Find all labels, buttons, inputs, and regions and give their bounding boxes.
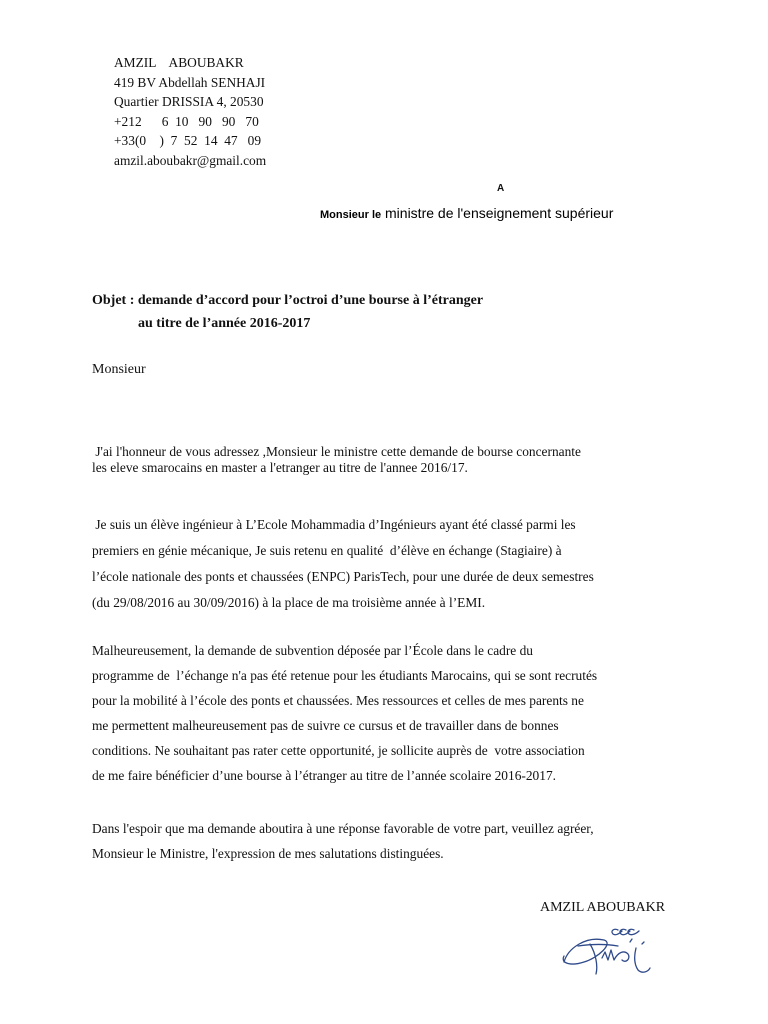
subject-block (92, 289, 483, 335)
paragraph-line: Malheureusement, la demande de subvention déposée par l’École dans le cadre du (92, 643, 533, 658)
paragraph-line: Monsieur le Ministre, l'expression de mes salutations distinguées. (92, 846, 444, 861)
paragraph-line: (du 29/08/2016 au 30/09/2016) à la place de ma troisième année à l’EMI. (92, 595, 486, 610)
handwritten-signature (556, 922, 676, 986)
paragraph-line: programme de l’échange n'a pas été retenue pour les étudiants Marocains, qui se sont recrutés (92, 668, 598, 683)
sender-phone1: +212 6 10 90 90 70 (114, 113, 259, 129)
sender-email: amzil.aboubakr@gmail.com (114, 152, 267, 168)
signature-stroke (630, 939, 644, 944)
recipient-title-small: Monsieur le (320, 209, 382, 221)
paragraph-line: l’école nationale des ponts et chaussées (ENPC) ParisTech, pour une durée de deux semestres (92, 569, 594, 584)
recipient-title-main: ministre de l'enseignement supérieur (381, 205, 614, 221)
signature-stroke (563, 939, 607, 964)
sender-block (114, 53, 266, 171)
paragraph-line: conditions. Ne souhaitant pas rater cette opportunité, je sollicite auprès de votre association (92, 743, 585, 758)
paragraph-line: Je suis un élève ingénieur à L’Ecole Mohammadia d’Ingénieurs ayant été classé parmi les (92, 517, 576, 532)
signature-stroke (602, 950, 629, 961)
paragraph-4 (92, 816, 594, 866)
paragraph-line: pour la mobilité à l’école des ponts et chaussées. Mes ressources et celles de mes parents ne (92, 693, 584, 708)
paragraph-line: J'ai l'honneur de vous adressez ,Monsieur le ministre cette demande de bourse concernante (92, 444, 581, 459)
closing-signatory-name: AMZIL ABOUBAKR (540, 900, 666, 915)
subject-line1: Objet : demande d’accord pour l’octroi d’une bourse à l’étranger (92, 293, 484, 308)
paragraph-line: de me faire bénéficier d’une bourse à l’étranger au titre de l’année scolaire 2016-2017. (92, 768, 556, 783)
sender-address-line2: Quartier DRISSIA 4, 20530 (114, 94, 264, 110)
recipient-prefix: A (497, 183, 505, 194)
signature-stroke (635, 948, 650, 972)
paragraph-line: me permettent malheureusement pas de suivre ce cursus et de travailler dans de bonnes (92, 718, 559, 733)
subject-line2: au titre de l’année 2016-2017 (138, 316, 311, 331)
sender-name: AMZIL ABOUBAKR (114, 55, 244, 70)
greeting: Monsieur (92, 362, 146, 377)
signature-stroke (612, 929, 639, 934)
signature-stroke (578, 944, 618, 974)
paragraph-1 (92, 444, 581, 476)
paragraph-line: les eleve smarocains en master a l'etranger au titre de l'annee 2016/17. (92, 460, 468, 475)
paragraph-2 (92, 512, 594, 616)
paragraph-3 (92, 638, 597, 788)
paragraph-line: Dans l'espoir que ma demande aboutira à une réponse favorable de votre part, veuillez agréer, (92, 821, 594, 836)
recipient-title (320, 205, 613, 223)
paragraph-line: premiers en génie mécanique, Je suis retenu en qualité d’élève en échange (Stagiaire) à (92, 543, 562, 558)
sender-phone2: +33(0 ) 7 52 14 47 09 (114, 133, 262, 149)
sender-address-line1: 419 BV Abdellah SENHAJI (114, 74, 266, 90)
